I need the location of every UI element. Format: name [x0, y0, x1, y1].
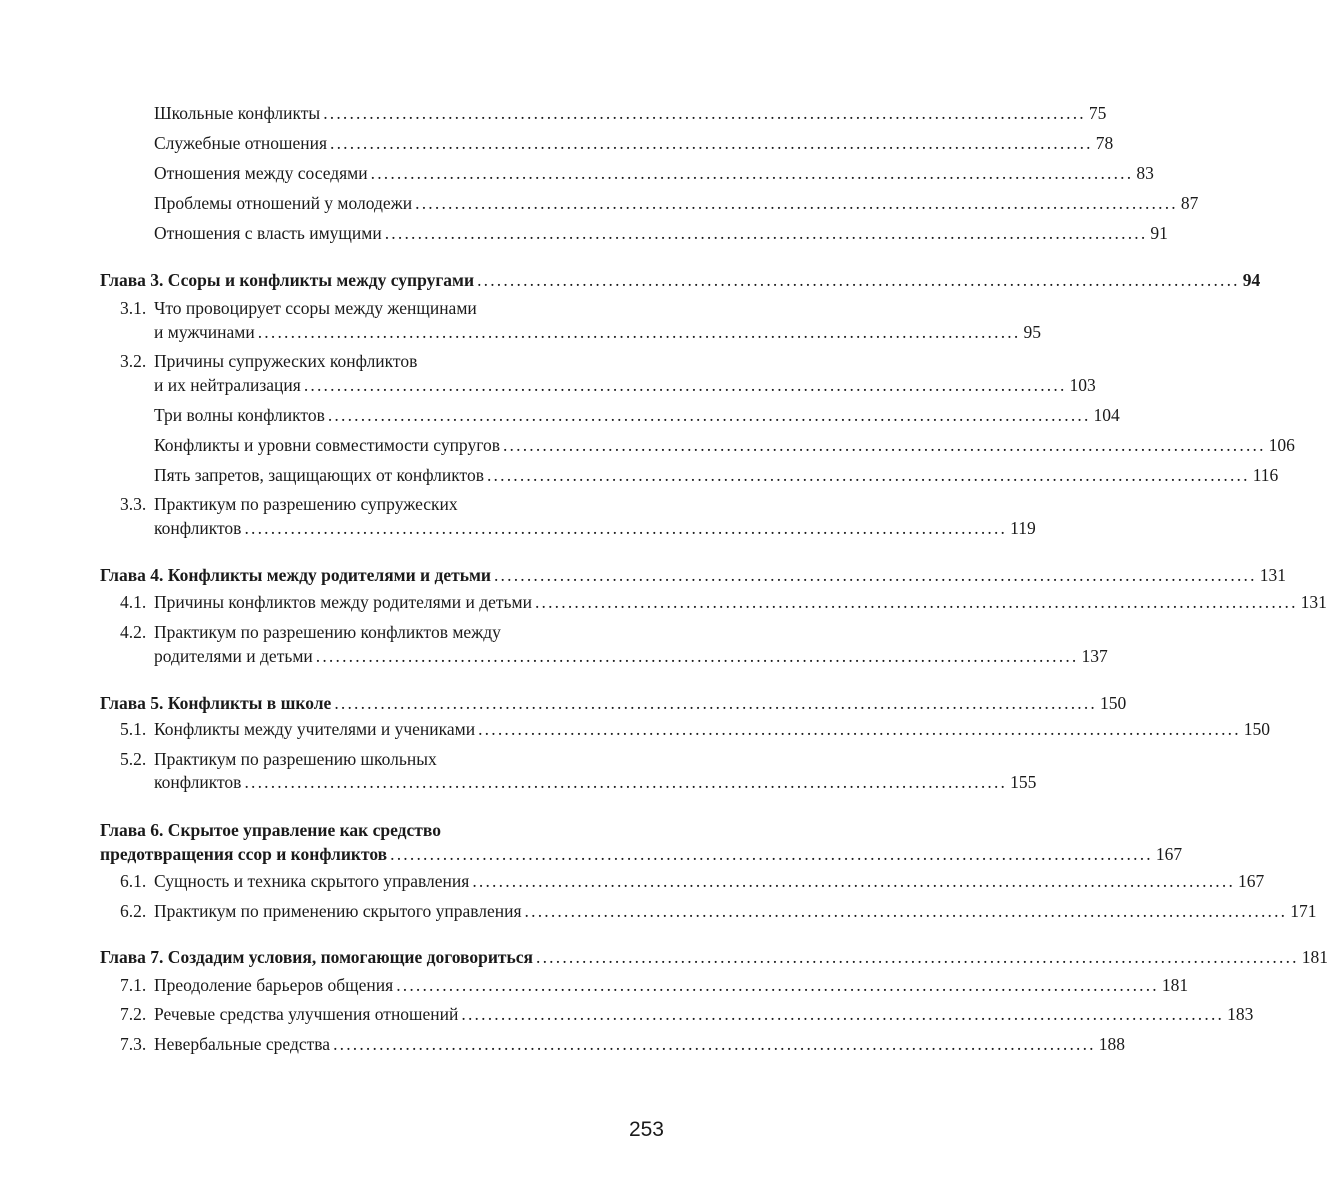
toc-chapter-title: Глава 3. Ссоры и конфликты между супругами — [100, 270, 475, 290]
toc-entry[interactable] — [120, 620, 664, 644]
toc-entry[interactable] — [120, 899, 1317, 923]
toc-entry-page: 106 — [1268, 435, 1295, 455]
toc-chapter-page: 181 — [1301, 947, 1328, 967]
dot-leader: .................................................................................................................... — [334, 693, 1098, 713]
toc-entry-page: 87 — [1180, 193, 1199, 213]
dot-leader: .................................................................................................................... — [415, 193, 1178, 213]
dot-leader: .................................................................................................................... — [330, 133, 1093, 153]
toc-entry-page: 131 — [1300, 592, 1327, 612]
toc-chapter-title: Глава 4. Конфликты между родителями и детьми — [100, 565, 491, 585]
toc-entry-number: 4.2. — [120, 622, 147, 642]
toc-entry[interactable] — [120, 1032, 1126, 1056]
dot-leader: .................................................................................................................... — [244, 772, 1008, 792]
toc-entry[interactable] — [120, 131, 1114, 155]
toc-entry-page: 75 — [1088, 103, 1107, 123]
toc-entry[interactable] — [120, 221, 1168, 245]
toc-chapter-page: 131 — [1259, 565, 1286, 585]
toc-entry-title: Практикум по разрешению школьных — [154, 749, 437, 769]
toc-chapter-title: предотвращения ссор и конфликтов — [100, 844, 388, 864]
toc-entry[interactable] — [120, 349, 664, 373]
toc-entry[interactable] — [120, 101, 1107, 125]
toc-chapter-heading[interactable] — [100, 268, 1261, 292]
toc-entry[interactable] — [120, 433, 1295, 457]
toc-entry-page: 155 — [1010, 772, 1037, 792]
toc-entry-title: Практикум по применению скрытого управления — [154, 901, 522, 921]
toc-entry[interactable] — [120, 717, 1271, 741]
toc-entry-continuation[interactable] — [120, 644, 1108, 668]
toc-entry-page: 167 — [1238, 871, 1265, 891]
dot-leader: .................................................................................................................... — [534, 592, 1298, 612]
toc-entry[interactable] — [120, 747, 664, 771]
toc-entry-page: 104 — [1093, 405, 1120, 425]
toc-chapter-page: 94 — [1242, 270, 1261, 290]
dot-leader: .................................................................................................................... — [257, 322, 1021, 342]
toc-entry[interactable] — [120, 492, 664, 516]
toc-entry-page: 119 — [1010, 518, 1036, 538]
toc-chapter-page: 150 — [1100, 693, 1127, 713]
toc-entry-page: 183 — [1227, 1004, 1254, 1024]
toc-entry-number: 6.1. — [120, 871, 147, 891]
toc-entry-title: Практикум по разрешению супружеских — [154, 494, 458, 514]
toc-entry-number: 7.1. — [120, 975, 147, 995]
toc-entry-number: 4.1. — [120, 592, 147, 612]
toc-entry-page: 181 — [1161, 975, 1189, 995]
toc-entry-continuation[interactable] — [120, 770, 1037, 794]
toc-entry[interactable] — [120, 973, 1189, 997]
toc-entry-title: и их нейтрализация — [154, 375, 301, 395]
toc-entry-title: Невербальные средства — [154, 1034, 331, 1054]
toc-entry-page: 91 — [1150, 223, 1168, 243]
toc-entry-title: Практикум по разрешению конфликтов между — [154, 622, 501, 642]
toc-entry-title: конфликтов — [154, 772, 242, 792]
toc-entry-title: Конфликты между учителями и учениками — [154, 719, 476, 739]
toc-entry-number: 7.3. — [120, 1034, 147, 1054]
toc-entry[interactable] — [120, 161, 1154, 185]
dot-leader: .................................................................................................................... — [323, 103, 1086, 123]
toc-entry[interactable] — [120, 191, 1199, 215]
dot-leader: .................................................................................................................... — [461, 1004, 1225, 1024]
dot-leader: .................................................................................................................... — [303, 375, 1067, 395]
toc-chapter-heading[interactable] — [100, 818, 664, 842]
dot-leader: .................................................................................................................... — [333, 1034, 1096, 1054]
toc-entry-number: 7.2. — [120, 1004, 147, 1024]
dot-leader: .................................................................................................................... — [493, 565, 1257, 585]
toc-entry-page: 188 — [1098, 1034, 1126, 1054]
dot-leader: .................................................................................................................... — [478, 719, 1241, 739]
dot-leader: .................................................................................................................... — [536, 947, 1299, 967]
toc-chapter-heading[interactable] — [100, 691, 1127, 715]
toc-entry-continuation[interactable] — [120, 373, 1096, 397]
toc-entry-title: Школьные конфликты — [154, 103, 321, 123]
toc-entry[interactable] — [120, 403, 1120, 427]
toc-entry[interactable] — [120, 590, 1327, 614]
toc-entry-title: конфликтов — [154, 518, 242, 538]
toc-chapter-title: Глава 6. Скрытое управление как средство — [100, 820, 441, 840]
toc-chapter-page: 167 — [1155, 844, 1183, 864]
toc-entry[interactable] — [120, 463, 1279, 487]
dot-leader: .................................................................................................................... — [486, 465, 1250, 485]
toc-entry-number: 3.2. — [120, 351, 147, 371]
dot-leader: .................................................................................................................... — [472, 871, 1236, 891]
toc-chapter-heading[interactable] — [100, 563, 1286, 587]
toc-entry-continuation[interactable] — [120, 320, 1041, 344]
dot-leader: .................................................................................................................... — [502, 435, 1266, 455]
dot-leader: .................................................................................................................... — [384, 223, 1148, 243]
toc-entry[interactable] — [120, 296, 664, 320]
toc-entry-page: 83 — [1136, 163, 1154, 183]
toc-entry-number: 5.2. — [120, 749, 147, 769]
toc-entry-page: 78 — [1095, 133, 1114, 153]
toc-entry-number: 3.1. — [120, 298, 147, 318]
dot-leader: .................................................................................................................... — [244, 518, 1008, 538]
toc-entry-title: Служебные отношения — [154, 133, 328, 153]
toc-entry-title: Речевые средства улучшения отношений — [154, 1004, 459, 1024]
toc-chapter-title: Глава 5. Конфликты в школе — [100, 693, 332, 713]
dot-leader: .................................................................................................................... — [477, 270, 1240, 290]
dot-leader: .................................................................................................................... — [396, 975, 1159, 995]
toc-entry[interactable] — [120, 869, 1265, 893]
toc-entry-number: 3.3. — [120, 494, 147, 514]
toc-chapter-heading[interactable] — [100, 945, 1328, 969]
dot-leader: .................................................................................................................... — [370, 163, 1134, 183]
dot-leader: .................................................................................................................... — [327, 405, 1091, 425]
toc-entry-title: Отношения с власть имущими — [154, 223, 382, 243]
toc-entry-page: 103 — [1069, 375, 1096, 395]
toc-entry-title: родителями и детьми — [154, 646, 313, 666]
toc-entry-title: Что провоцирует ссоры между женщинами — [154, 298, 477, 318]
toc-entry-title: Отношения между соседями — [154, 163, 368, 183]
page-number: 253 — [628, 1118, 664, 1141]
dot-leader: .................................................................................................................... — [315, 646, 1079, 666]
toc-chapter-heading-continuation[interactable] — [100, 842, 1183, 866]
toc-entry-title: Конфликты и уровни совместимости супругов — [154, 435, 500, 455]
dot-leader: .................................................................................................................... — [524, 901, 1288, 921]
toc-entry-title: Сущность и техника скрытого управления — [154, 871, 470, 891]
toc-entry-title: Проблемы отношений у молодежи — [154, 193, 413, 213]
toc-entry-number: 5.1. — [120, 719, 147, 739]
toc-entry-title: Причины супружеских конфликтов — [154, 351, 418, 371]
toc-entry-page: 137 — [1081, 646, 1108, 666]
toc-entry-page: 95 — [1023, 322, 1041, 342]
toc-entry-title: Три волны конфликтов — [154, 405, 325, 425]
toc-entry-title: Пять запретов, защищающих от конфликтов — [154, 465, 484, 485]
toc-entry[interactable] — [120, 1002, 1254, 1026]
toc-entry-title: Преодоление барьеров общения — [154, 975, 394, 995]
toc-entry-continuation[interactable] — [120, 516, 1036, 540]
toc-entry-number: 6.2. — [120, 901, 147, 921]
dot-leader: .................................................................................................................... — [390, 844, 1153, 864]
toc-entry-title: Причины конфликтов между родителями и детьми — [154, 592, 532, 612]
toc-entry-page: 116 — [1252, 465, 1279, 485]
toc-entry-page: 150 — [1243, 719, 1271, 739]
toc-chapter-title: Глава 7. Создадим условия, помогающие договориться — [100, 947, 534, 967]
toc-entry-title: и мужчинами — [154, 322, 255, 342]
toc-entry-page: 171 — [1290, 901, 1317, 921]
